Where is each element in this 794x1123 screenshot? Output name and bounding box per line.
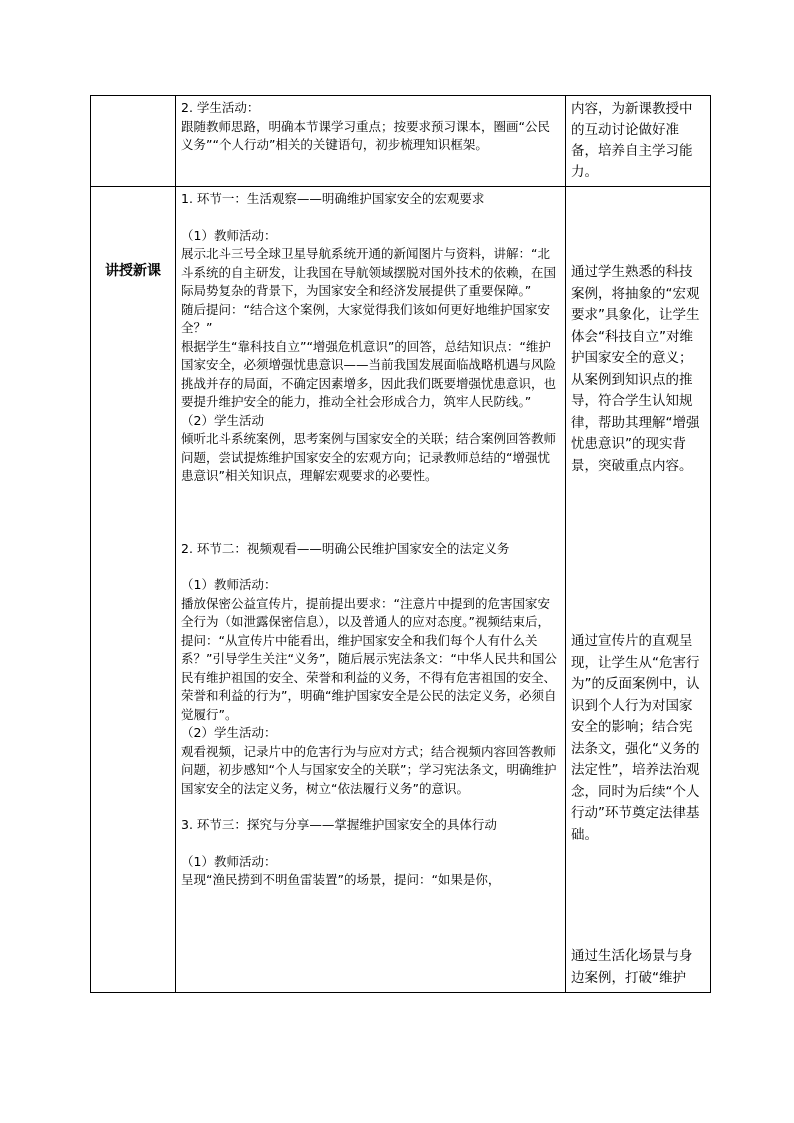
section2-student-title: （2）学生活动： [181,725,277,740]
student-activity-title: 2. 学生活动： [181,100,260,115]
student-activity-text: 跟随教师思路，明确本节课学习重点；按要求预习课本，圈画“公民义务”“个人行动”相关的关键语句，初步梳理知识框架。 [181,118,550,152]
section1-teacher-para-1: 展示北斗三号全球卫星导航系统开通的新闻图片与资料，讲解：“北斗系统的自主研发，让我国在导航领域摆脱对国外技术的依赖，在国际局势复杂的背景下，为国家安全和经济发展提供了重要保障。” [181,246,557,298]
section3-teacher-para: 呈现“渔民捞到不明鱼雷装置”的场景，提问：“如果是你， [181,872,501,887]
section1-student-title: （2）学生活动 [181,412,264,428]
stage-label-cell [91,187,176,993]
section2-note: 通过宣传片的直观呈现，让学生从“危害行为”的反面案例中，认识到个人行为对国家安全的影响；结合宪法条文，强化“义务的法定性”，培养法治观念，同时为后续“个人行动”环节奠定法律基础。 [571,633,700,843]
design-intent-cell [566,96,711,187]
section2-teacher-title: （1）教师活动： [181,577,277,592]
section1-teacher-para-2: 随后提问：“结合这个案例，大家觉得我们该如何更好地维护国家安全？” [181,301,550,335]
design-intent-text: 内容，为新课教授中的互动讨论做好准备，培养自主学习能力。 [571,101,693,180]
table-row-prep [91,96,711,187]
section3-heading: 3. 环节三：探究与分享——掌握维护国家安全的具体行动 [181,817,497,832]
lesson-plan-table [90,95,711,993]
section1-teacher-title: （1）教师活动： [181,227,277,243]
section1-note: 通过学生熟悉的科技案例，将抽象的“宏观要求”具象化，让学生体会“科技自立”对维护国家安全的意义；从案例到知识点的推导，符合学生认知规律，帮助其理解“增强忧患意识”的现实背景，突破重点内容。 [571,264,700,474]
section3-note: 通过生活化场景与身边案例，打破“维护 [571,948,693,986]
notes-cell [566,187,711,993]
section2-teacher-para: 播放保密公益宣传片，提前提出要求：“注意片中提到的危害国家安全行为（如泄露保密信息），以及普通人的应对态度。”视频结束后，提问：“从宣传片中能看出，维护国家安全和我们每个人有什么关系？”引导学生关注“义务”，随后展示宪法条文：“中华人民共和国公民有维护祖国的安全、荣誉和利益的义务，不得有危害祖国的安全、荣誉和利益的行为”，明确“维护国家安全是公民的法定义务，必须自觉履行”。 [181,595,557,722]
section1-student-para: 倾听北斗系统案例，思考案例与国家安全的关联；结合案例回答教师问题，尝试提炼维护国家安全的宏观方向；记录教师总结的“增强忧患意识”相关知识点，理解宏观要求的必要性。 [181,431,557,483]
student-activity-cell [176,96,566,187]
section1-teacher-para-3: 根据学生“靠科技自立”“增强危机意识”的回答，总结知识点：“维护国家安全，必须增强忧患意识——当前我国发展面临战略机遇与风险挑战并存的局面，不确定因素增多，因此我们既要增强忧患意识，也要提升维护安全的能力，推动全社会形成合力，筑牢人民防线。” [181,338,557,409]
section3-teacher-title: （1）教师活动： [181,853,277,869]
activity-cell [176,187,566,993]
section2-student-para: 观看视频，记录片中的危害行为与应对方式；结合视频内容回答教师问题，初步感知“个人与国家安全的关联”；学习宪法条文，明确维护国家安全的法定义务，树立“依法履行义务”的意识。 [181,743,557,796]
section1-heading: 1. 环节一：生活观察——明确维护国家安全的宏观要求 [181,191,485,206]
empty-label-cell [91,96,176,187]
stage-label: 讲授新课 [105,263,161,279]
table-row-new-lesson [91,187,711,993]
section2-heading: 2. 环节二：视频观看——明确公民维护国家安全的法定义务 [181,540,510,556]
